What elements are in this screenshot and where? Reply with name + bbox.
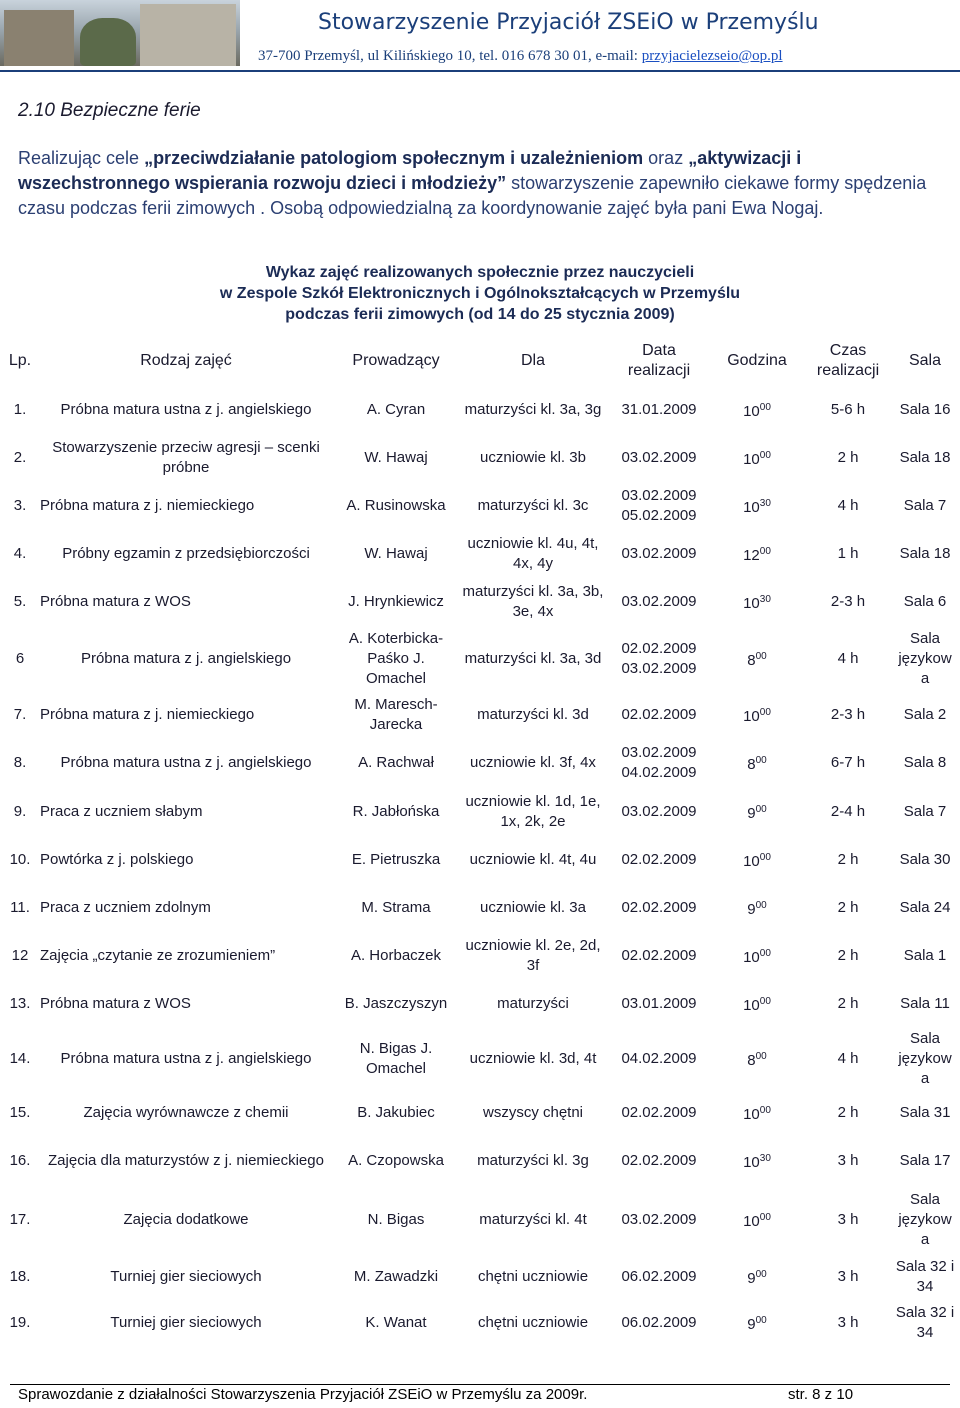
minute: 00	[755, 804, 767, 815]
cell-czas: 2 h	[837, 899, 859, 916]
minute: 00	[755, 651, 767, 662]
cell-lp: 4.	[13, 545, 27, 562]
cell-rodzaj: Zajęcia wyrównawcze z chemii	[83, 1104, 289, 1121]
table-header-row	[2, 336, 958, 386]
cell-sala: Sala 7	[903, 803, 947, 820]
cell-czas: 4 h	[837, 650, 859, 667]
intro-goal-2: „aktywizacji i wszechstronnego wspierania rozwoju dzieci i młodzieży”	[18, 148, 802, 193]
minute: 00	[759, 852, 771, 863]
intro-text-1: Realizując cele	[18, 148, 145, 168]
cell-dla: maturzyści kl. 3a, 3b, 3e, 4x	[462, 583, 604, 620]
cell-sala: Sala 6	[903, 593, 947, 610]
hour: 9	[747, 901, 756, 918]
cell-godzina	[710, 932, 804, 980]
cell-prowadzacy: E. Pietruszka	[351, 851, 441, 868]
cell-godzina	[710, 578, 804, 626]
cell-dla: chętni uczniowie	[477, 1314, 589, 1331]
cell-prowadzacy: J. Hrynkiewicz	[348, 593, 444, 610]
hour: 10	[743, 451, 760, 468]
cell-data: 02.02.2009 03.02.2009	[621, 640, 697, 677]
cell-lp: 16.	[9, 1152, 31, 1169]
cell-sala: Sala 2	[903, 706, 947, 723]
cell-rodzaj: Próbny egzamin z przedsiębiorczości	[62, 545, 310, 562]
cell-czas: 2-3 h	[830, 706, 866, 723]
intro-text-2: oraz	[643, 148, 689, 168]
cell-rodzaj: Próbna matura z WOS	[40, 995, 191, 1012]
table-row	[2, 932, 958, 980]
minute: 00	[759, 707, 771, 718]
cell-rodzaj: Próbna matura z j. angielskiego	[80, 650, 292, 667]
cell-prowadzacy: A. Cyran	[366, 401, 426, 418]
cell-rodzaj: Zajęcia dla maturzystów z j. niemieckiego	[48, 1152, 324, 1169]
cell-godzina	[710, 836, 804, 884]
cell-sala: Sala 18	[899, 449, 951, 466]
cell-czas: 4 h	[837, 497, 859, 514]
header-divider	[0, 70, 960, 72]
table-row	[2, 1028, 958, 1090]
hour: 10	[743, 853, 760, 870]
table-heading-line2: w Zespole Szkół Elektronicznych i Ogólnokształcących w Przemyślu	[219, 285, 741, 302]
cell-prowadzacy: M. Zawadzki	[353, 1268, 439, 1285]
hour: 10	[743, 949, 760, 966]
hour: 10	[743, 1106, 760, 1123]
hour: 10	[743, 499, 760, 516]
cell-rodzaj: Próbna matura z WOS	[40, 593, 191, 610]
cell-godzina	[710, 1300, 804, 1346]
organization-address	[258, 48, 948, 65]
cell-rodzaj: Zajęcia dodatkowe	[123, 1211, 249, 1228]
cell-czas: 3 h	[837, 1211, 859, 1228]
cell-sala: Sala 1	[903, 947, 947, 964]
cell-rodzaj: Próbna matura z j. niemieckiego	[40, 706, 255, 723]
cell-data: 03.01.2009	[621, 995, 697, 1012]
cell-data: 03.02.2009 05.02.2009	[621, 487, 697, 524]
cell-godzina	[710, 1136, 804, 1186]
cell-czas: 3 h	[837, 1268, 859, 1285]
hour: 10	[743, 1154, 760, 1171]
cell-czas: 2 h	[837, 1104, 859, 1121]
footer-divider	[10, 1384, 950, 1385]
cell-sala: Sala 16	[899, 401, 951, 418]
cell-prowadzacy: A. Czopowska	[348, 1152, 444, 1169]
cell-data: 02.02.2009	[621, 1104, 697, 1121]
minute: 00	[759, 1212, 771, 1223]
table-heading	[0, 262, 960, 325]
cell-rodzaj: Turniej gier sieciowych	[110, 1314, 262, 1331]
table-row	[2, 626, 958, 692]
cell-dla: chętni uczniowie	[477, 1268, 589, 1285]
cell-sala: Sala 17	[899, 1152, 951, 1169]
hour: 10	[743, 1213, 760, 1230]
cell-lp: 14.	[9, 1050, 31, 1067]
cell-prowadzacy: A. Rachwał	[358, 754, 434, 771]
intro-goal-1: „przeciwdziałanie patologiom społecznym i uzależnieniom	[144, 148, 644, 168]
table-row	[2, 1300, 958, 1346]
col-header-data: Data realizacji	[627, 342, 691, 379]
cell-sala: Sala językow a	[898, 1030, 952, 1087]
cell-data: 03.02.2009	[621, 1211, 697, 1228]
photo-building-right	[140, 4, 236, 66]
table-row	[2, 692, 958, 738]
minute: 30	[759, 498, 771, 509]
cell-dla: uczniowie kl. 3d, 4t	[469, 1050, 597, 1067]
cell-czas: 2 h	[837, 947, 859, 964]
cell-lp: 19.	[9, 1314, 31, 1331]
cell-rodzaj: Próbna matura z j. niemieckiego	[40, 497, 255, 514]
cell-rodzaj: Stowarzyszenie przeciw agresji – scenki próbne	[52, 439, 320, 476]
table-row	[2, 530, 958, 578]
cell-czas: 3 h	[837, 1314, 859, 1331]
minute: 00	[755, 755, 767, 766]
activities-table	[2, 336, 958, 1346]
col-header-godzina: Godzina	[727, 352, 787, 369]
cell-rodzaj: Turniej gier sieciowych	[110, 1268, 262, 1285]
table-row	[2, 836, 958, 884]
minute: 00	[759, 546, 771, 557]
cell-prowadzacy: N. Bigas	[367, 1211, 425, 1228]
minute: 00	[759, 948, 771, 959]
table-row	[2, 1186, 958, 1254]
cell-godzina	[710, 1254, 804, 1300]
cell-czas: 2-4 h	[830, 803, 866, 820]
table-row	[2, 578, 958, 626]
cell-godzina	[710, 482, 804, 530]
col-header-prowadzacy: Prowadzący	[352, 352, 440, 369]
table-heading-line3: podczas ferii zimowych (od 14 do 25 stycznia 2009)	[285, 306, 675, 323]
cell-data: 03.02.2009	[621, 449, 697, 466]
address-text: 37-700 Przemyśl, ul Kilińskiego 10, tel. 016 678 30 01, e-mail:	[258, 48, 642, 64]
cell-godzina	[710, 1028, 804, 1090]
minute: 00	[755, 1315, 767, 1326]
intro-paragraph	[18, 146, 948, 221]
cell-lp: 1.	[13, 401, 27, 418]
cell-czas: 2 h	[837, 851, 859, 868]
table-row	[2, 482, 958, 530]
hour: 10	[743, 595, 760, 612]
cell-czas: 2-3 h	[830, 593, 866, 610]
cell-godzina	[710, 884, 804, 932]
cell-data: 03.02.2009	[621, 545, 697, 562]
cell-sala: Sala 31	[899, 1104, 951, 1121]
cell-lp: 8.	[13, 754, 27, 771]
cell-czas: 4 h	[837, 1050, 859, 1067]
cell-dla: uczniowie kl. 3b	[480, 449, 586, 466]
minute: 00	[759, 402, 771, 413]
table-row	[2, 1090, 958, 1136]
cell-sala: Sala 30	[899, 851, 951, 868]
cell-data: 31.01.2009	[621, 401, 697, 418]
cell-sala: Sala 32 i 34	[895, 1258, 955, 1295]
table-row	[2, 434, 958, 482]
cell-sala: Sala 24	[899, 899, 951, 916]
hour: 8	[747, 756, 756, 773]
intro-text-3: stowarzyszenie zapewniło ciekawe formy spędzenia czasu podczas ferii zimowych . Osobą odpowiedzialną za koordynowanie zajęć była pani Ewa Nogaj.	[18, 173, 927, 218]
cell-data: 06.02.2009	[621, 1314, 697, 1331]
cell-prowadzacy: M. Strama	[361, 899, 431, 916]
cell-prowadzacy: W. Hawaj	[364, 545, 428, 562]
cell-data: 02.02.2009	[621, 851, 697, 868]
cell-data: 04.02.2009	[621, 1050, 697, 1067]
cell-godzina	[710, 788, 804, 836]
cell-lp: 2.	[13, 449, 27, 466]
cell-godzina	[710, 1090, 804, 1136]
cell-rodzaj: Próbna matura ustna z j. angielskiego	[60, 754, 312, 771]
cell-prowadzacy: N. Bigas J. Omachel	[359, 1040, 433, 1077]
cell-dla: maturzyści	[497, 995, 569, 1012]
cell-lp: 12	[11, 947, 29, 964]
cell-lp: 11.	[10, 899, 30, 916]
cell-rodzaj: Praca z uczniem słabym	[40, 803, 203, 820]
table-row	[2, 980, 958, 1028]
cell-godzina	[710, 1186, 804, 1254]
cell-prowadzacy: W. Hawaj	[364, 449, 428, 466]
col-header-lp: Lp.	[8, 352, 32, 369]
cell-rodzaj: Praca z uczniem zdolnym	[40, 899, 211, 916]
cell-dla: maturzyści kl. 3g	[477, 1152, 589, 1169]
hour: 10	[743, 403, 760, 420]
cell-lp: 6	[15, 650, 25, 667]
cell-sala: Sala 32 i 34	[895, 1304, 955, 1341]
col-header-sala: Sala	[908, 352, 942, 369]
minute: 00	[755, 1051, 767, 1062]
table-row	[2, 386, 958, 434]
hour: 10	[743, 708, 760, 725]
minute: 00	[759, 996, 771, 1007]
hour: 10	[743, 997, 760, 1014]
cell-godzina	[710, 738, 804, 788]
hour: 8	[747, 652, 756, 669]
photo-tree	[80, 18, 136, 66]
cell-dla: uczniowie kl. 4t, 4u	[469, 851, 597, 868]
cell-prowadzacy: A. Koterbicka-Paśko J. Omachel	[348, 630, 444, 687]
cell-czas: 1 h	[837, 545, 859, 562]
cell-dla: uczniowie kl. 4u, 4t, 4x, 4y	[467, 535, 599, 572]
cell-data: 03.02.2009 04.02.2009	[621, 744, 697, 781]
cell-czas: 6-7 h	[830, 754, 866, 771]
cell-godzina	[710, 692, 804, 738]
cell-czas: 5-6 h	[830, 401, 866, 418]
cell-dla: uczniowie kl. 2e, 2d, 3f	[465, 937, 601, 974]
cell-lp: 13.	[9, 995, 31, 1012]
cell-data: 03.02.2009	[621, 593, 697, 610]
cell-dla: maturzyści kl. 3a, 3d	[464, 650, 602, 667]
cell-lp: 10.	[9, 851, 31, 868]
header-school-photo	[0, 0, 240, 66]
cell-dla: maturzyści kl. 3d	[477, 706, 589, 723]
cell-lp: 18.	[9, 1268, 31, 1285]
footer-page-number: str. 8 z 10	[788, 1386, 854, 1403]
cell-prowadzacy: A. Rusinowska	[346, 497, 446, 514]
cell-dla: uczniowie kl. 3f, 4x	[470, 754, 596, 771]
cell-sala: Sala językow a	[898, 1191, 952, 1248]
cell-rodzaj: Próbna matura ustna z j. angielskiego	[60, 401, 312, 418]
cell-dla: maturzyści kl. 4t	[479, 1211, 587, 1228]
cell-sala: Sala 11	[900, 995, 950, 1012]
table-row	[2, 738, 958, 788]
col-header-czas: Czas realizacji	[816, 342, 880, 379]
cell-godzina	[710, 434, 804, 482]
cell-lp: 15.	[9, 1104, 31, 1121]
cell-godzina	[710, 626, 804, 692]
cell-godzina	[710, 530, 804, 578]
col-header-rodzaj: Rodzaj zajęć	[140, 352, 232, 369]
cell-prowadzacy: B. Jaszczyszyn	[344, 995, 448, 1012]
cell-prowadzacy: B. Jakubiec	[357, 1104, 435, 1121]
hour: 9	[747, 1316, 756, 1333]
cell-dla: uczniowie kl. 3a	[480, 899, 586, 916]
minute: 00	[759, 450, 771, 461]
cell-prowadzacy: K. Wanat	[365, 1314, 427, 1331]
cell-prowadzacy: A. Horbaczek	[350, 947, 442, 964]
minute: 30	[759, 594, 771, 605]
cell-sala: Sala 8	[903, 754, 947, 771]
footer-report-title: Sprawozdanie z działalności Stowarzyszenia Przyjaciół ZSEiO w Przemyślu za 2009r.	[18, 1386, 588, 1403]
organization-name: Stowarzyszenie Przyjaciół ZSEiO w Przemyślu	[318, 10, 819, 35]
hour: 12	[743, 547, 760, 564]
cell-lp: 3.	[13, 497, 27, 514]
cell-godzina	[710, 980, 804, 1028]
table-row	[2, 788, 958, 836]
cell-rodzaj: Zajęcia „czytanie ze zrozumieniem”	[40, 947, 276, 964]
cell-lp: 17.	[9, 1211, 31, 1228]
cell-dla: uczniowie kl. 1d, 1e, 1x, 2k, 2e	[465, 793, 601, 830]
cell-czas: 2 h	[837, 995, 859, 1012]
table-row	[2, 1254, 958, 1300]
table-row	[2, 1136, 958, 1186]
cell-sala: Sala 7	[903, 497, 947, 514]
hour: 8	[747, 1052, 756, 1069]
hour: 9	[747, 1270, 756, 1287]
cell-dla: maturzyści kl. 3c	[477, 497, 589, 514]
cell-rodzaj: Próbna matura ustna z j. angielskiego	[60, 1050, 312, 1067]
table-heading-line1: Wykaz zajęć realizowanych społecznie przez nauczycieli	[265, 264, 695, 281]
cell-rodzaj: Powtórka z j. polskiego	[40, 851, 194, 868]
cell-czas: 3 h	[837, 1152, 859, 1169]
cell-sala: Sala 18	[899, 545, 951, 562]
minute: 00	[755, 1269, 767, 1280]
cell-czas: 2 h	[837, 449, 859, 466]
table-row	[2, 884, 958, 932]
email-link[interactable]: przyjacielezseio@op.pl	[641, 48, 783, 64]
cell-data: 02.02.2009	[621, 1152, 697, 1169]
photo-building-left	[4, 10, 74, 66]
section-title: 2.10 Bezpieczne ferie	[18, 100, 201, 121]
cell-data: 06.02.2009	[621, 1268, 697, 1285]
cell-data: 02.02.2009	[621, 899, 697, 916]
cell-lp: 5.	[13, 593, 27, 610]
minute: 00	[759, 1105, 771, 1116]
cell-data: 02.02.2009	[621, 706, 697, 723]
cell-godzina	[710, 386, 804, 434]
cell-prowadzacy: M. Maresch-Jarecka	[354, 696, 438, 733]
cell-lp: 7.	[13, 706, 27, 723]
cell-data: 03.02.2009	[621, 803, 697, 820]
cell-data: 02.02.2009	[621, 947, 697, 964]
minute: 30	[759, 1153, 771, 1164]
minute: 00	[755, 900, 767, 911]
cell-sala: Sala językow a	[898, 630, 952, 687]
cell-dla: wszyscy chętni	[482, 1104, 584, 1121]
cell-prowadzacy: R. Jabłońska	[352, 803, 440, 820]
col-header-dla: Dla	[520, 352, 545, 369]
cell-dla: maturzyści kl. 3a, 3g	[464, 401, 602, 418]
cell-lp: 9.	[13, 803, 27, 820]
hour: 9	[747, 805, 756, 822]
